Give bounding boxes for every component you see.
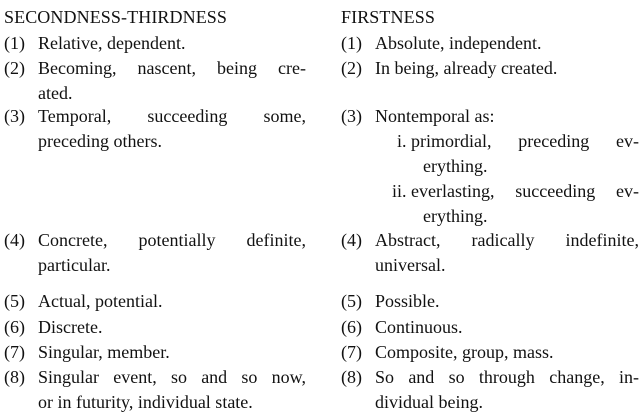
list-item bbox=[341, 365, 639, 415]
item-number: (1) bbox=[341, 33, 362, 53]
item-text: Possible. bbox=[375, 291, 440, 311]
item-text: or in futurity, individual state. bbox=[38, 392, 253, 412]
list-item bbox=[4, 31, 306, 56]
sub-item-text: primordial, preceding ev- bbox=[411, 131, 639, 151]
list-item bbox=[341, 289, 639, 314]
list-item bbox=[341, 104, 639, 229]
item-number: (7) bbox=[4, 342, 25, 362]
item-text: Concrete, potentially definite, bbox=[38, 230, 306, 250]
list-item bbox=[4, 289, 306, 314]
list-item bbox=[341, 56, 639, 81]
item-number: (3) bbox=[341, 106, 362, 126]
item-number: (1) bbox=[4, 33, 25, 53]
item-number: (3) bbox=[4, 106, 25, 126]
item-number: (6) bbox=[4, 317, 25, 337]
item-text: Relative, dependent. bbox=[38, 33, 186, 53]
item-text: Composite, group, mass. bbox=[375, 342, 554, 362]
item-text: ated. bbox=[38, 83, 73, 103]
item-text: Singular, member. bbox=[38, 342, 170, 362]
sub-item bbox=[375, 129, 639, 179]
sub-item-number: ii. bbox=[392, 181, 407, 201]
list-item bbox=[341, 31, 639, 56]
sub-item-text: erything. bbox=[423, 206, 488, 226]
list-item bbox=[341, 315, 639, 340]
item-number: (2) bbox=[4, 58, 25, 78]
item-text: particular. bbox=[38, 255, 111, 275]
item-number: (8) bbox=[4, 367, 25, 387]
column-heading: FIRSTNESS bbox=[341, 7, 435, 27]
sub-item-text: erything. bbox=[423, 156, 488, 176]
list-item bbox=[4, 315, 306, 340]
list-item bbox=[4, 104, 306, 154]
item-number: (7) bbox=[341, 342, 362, 362]
item-text: Actual, potential. bbox=[38, 291, 163, 311]
sub-item bbox=[375, 179, 639, 229]
item-text: Continuous. bbox=[375, 317, 463, 337]
item-text: Temporal, succeeding some, bbox=[38, 106, 306, 126]
list-item bbox=[4, 340, 306, 365]
item-text: Singular event, so and so now, bbox=[38, 367, 306, 387]
list-item bbox=[341, 340, 639, 365]
item-text: So and so through change, in- bbox=[375, 367, 639, 387]
item-text: universal. bbox=[375, 255, 446, 275]
item-text: preceding others. bbox=[38, 131, 162, 151]
column-heading: SECONDNESS-THIRDNESS bbox=[4, 7, 228, 27]
item-number: (4) bbox=[341, 230, 362, 250]
item-number: (5) bbox=[4, 291, 25, 311]
item-number: (5) bbox=[341, 291, 362, 311]
list-item bbox=[4, 228, 306, 278]
item-text: Absolute, independent. bbox=[375, 33, 542, 53]
item-text: Discrete. bbox=[38, 317, 103, 337]
item-text: Abstract, radically indefinite, bbox=[375, 230, 639, 250]
item-number: (2) bbox=[341, 58, 362, 78]
sub-item-number: i. bbox=[397, 131, 407, 151]
item-text: Becoming, nascent, being cre- bbox=[38, 58, 306, 78]
item-text: dividual being. bbox=[375, 392, 483, 412]
list-item bbox=[341, 228, 639, 278]
sub-item-text: everlasting, succeeding ev- bbox=[411, 181, 639, 201]
item-number: (4) bbox=[4, 230, 25, 250]
item-text: Nontemporal as: bbox=[375, 106, 495, 126]
list-item bbox=[4, 56, 306, 106]
item-text: In being, already created. bbox=[375, 58, 558, 78]
item-number: (8) bbox=[341, 367, 362, 387]
item-number: (6) bbox=[341, 317, 362, 337]
list-item bbox=[4, 365, 306, 415]
